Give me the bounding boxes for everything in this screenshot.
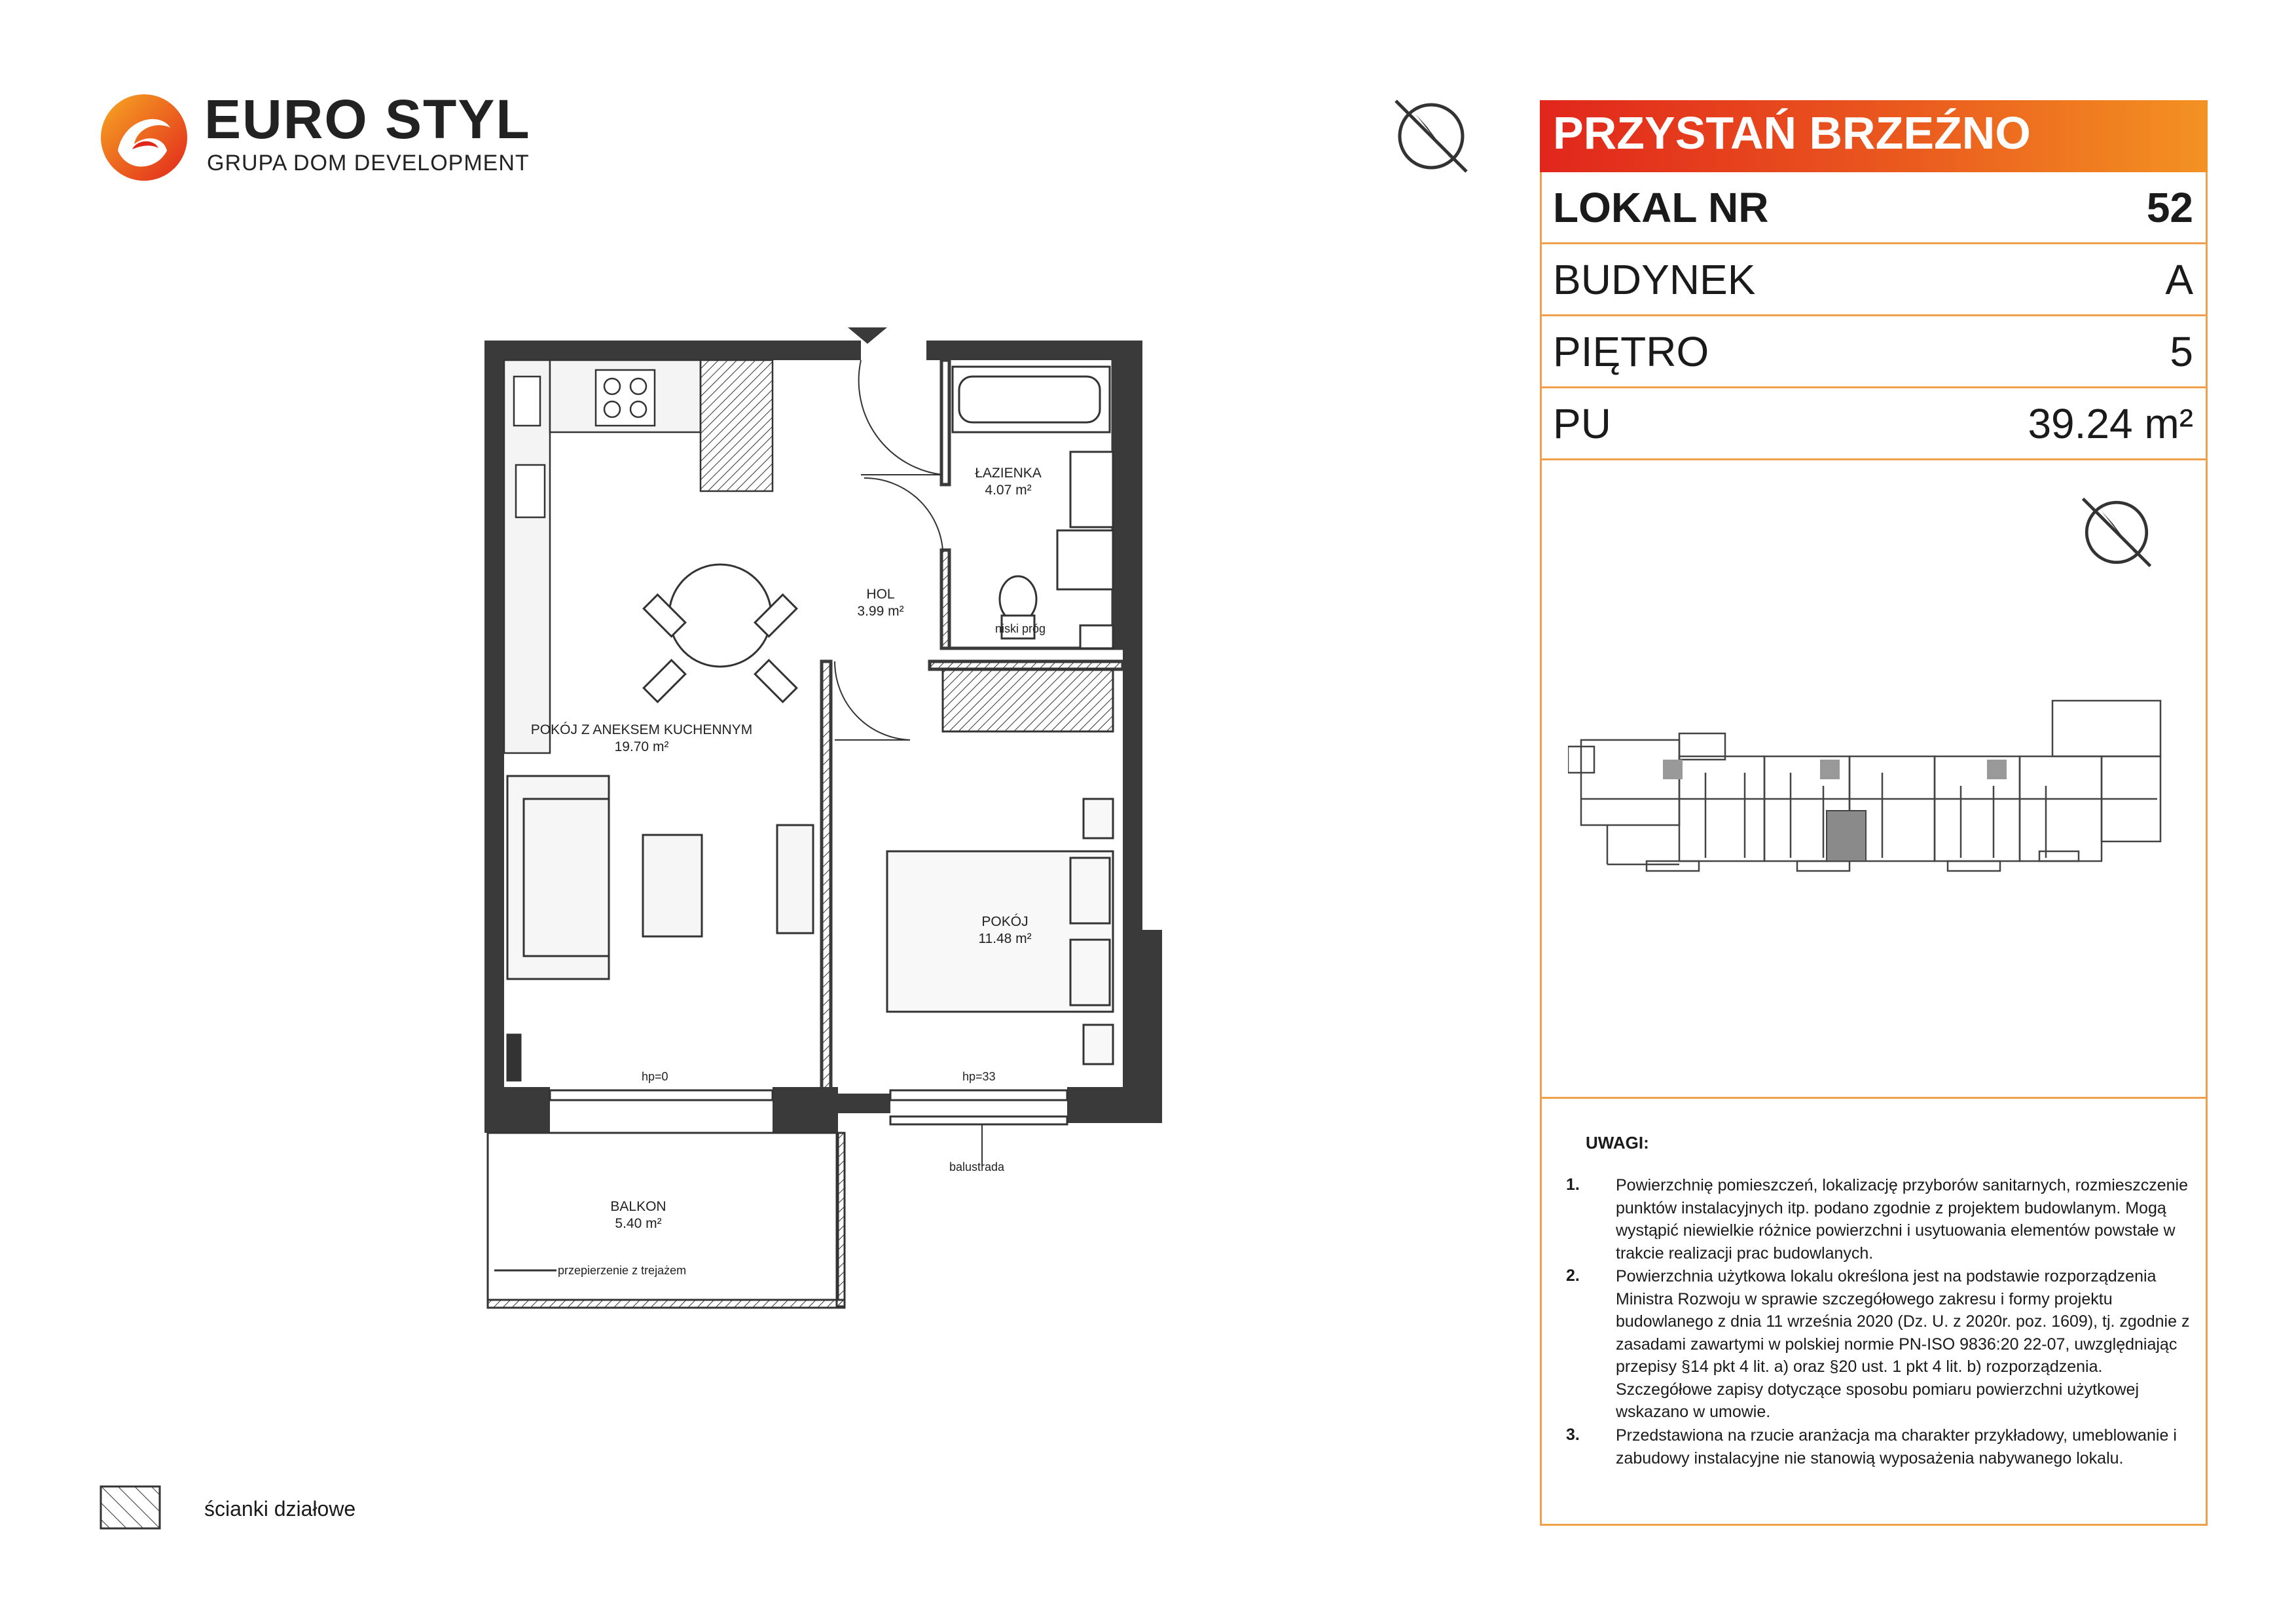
room-area-hall: 3.99 m² [857,604,904,619]
room-area-bathroom: 4.07 m² [985,483,1032,498]
room-name-bathroom: ŁAZIENKA [975,466,1042,481]
note-number-3: 3. [1566,1426,1580,1444]
floor-value: 5 [2170,328,2193,375]
floor-label: PIĘTRO [1553,328,1709,375]
room-area-balcony: 5.40 m² [615,1216,662,1232]
window-height-label-0: hp=0 [642,1070,668,1083]
room-area-kitchen: 19.70 m² [614,739,669,755]
area-label: PU [1553,400,1611,447]
notes-heading: UWAGI: [1586,1133,1649,1153]
wardrobe [943,669,1113,731]
project-title: PRZYSTAŃ BRZEŹNO [1553,107,2031,158]
room-name-balcony: BALKON [610,1199,666,1214]
living-furniture [507,776,813,1080]
north-compass-icon [1389,94,1473,178]
note-text-3: Przedstawiona na rzucie aranżacja ma charakter przykładowy, umeblowanie i zabudowy instalacyjne nie stanowią wyposażenia nabywanego lokalu. [1616,1426,2177,1467]
brand-subtitle: GRUPA DOM DEVELOPMENT [207,151,530,175]
row-floor [1540,316,2208,388]
window-height-label-33: hp=33 [962,1070,996,1083]
room-name-kitchen: POKÓJ Z ANEKSEM KUCHENNYM [530,722,753,737]
note-text-1: Powierzchnię pomieszczeń, lokalizację przyborów sanitarnych, rozmieszczenie punktów instalacyjnych itp. podano zgodnie z projektem budowlanym. Mogą wystąpić niewielkie różnice powierzchni i usytuowania elementów powstałe w trakcie realizacji prac budowlanych. [1616,1176,2188,1263]
hatch-legend-icon [100,1485,161,1530]
note-number-1: 1. [1566,1175,1580,1194]
room-area-room: 11.48 m² [978,931,1032,947]
low-threshold-label: niski próg [995,622,1046,635]
building-key-plan [1568,694,2170,891]
legend-label: ścianki działowe [204,1497,356,1521]
building-value: A [2165,256,2193,303]
logo-mark-icon [98,92,190,183]
row-area [1540,388,2208,460]
north-compass-icon [2077,492,2157,572]
dining-table [644,564,797,702]
building-label: BUDYNEK [1553,256,1756,303]
bathroom-fixtures [953,367,1113,648]
area-value: 39.24 m² [2028,400,2193,447]
row-building [1540,244,2208,316]
unit-label: LOKAL NR [1553,184,1769,231]
partition-label: przepierzenie z trejażem [558,1264,687,1277]
railing-label: balustrada [949,1160,1005,1173]
row-unit [1540,172,2208,244]
unit-value: 52 [2146,184,2193,231]
doors [835,360,943,740]
note-number-2: 2. [1566,1266,1580,1285]
highlighted-unit [1827,811,1866,861]
floor-plan [458,314,1192,1336]
room-name-hall: HOL [866,587,895,602]
note-text-2: Powierzchnia użytkowa lokalu określona jest na podstawie rozporządzenia Ministra Rozwoju w sprawie szczegółowego zakresu i formy projektu budowlanego z dnia 11 września 2020 (Dz. U. z 2020r. poz. 1609), tj. zgodnie z zasadami zawartymi w polskiej normie PN-ISO 9836:20 22-07, uwzględniając przepisy §14 pkt 4 lit. a) oraz §20 ust. 1 pkt 4 lit. b) rozporządzenia. Szczegółowe zapisy dotyczące sposobu pomiaru powierzchni użytkowej wskazano w umowie. [1616,1267,2190,1421]
notes-separator [1540,1097,2208,1099]
room-name-room: POKÓJ [981,914,1029,929]
kitchen-counter [504,360,773,753]
brand-name: EURO STYL [204,88,531,150]
